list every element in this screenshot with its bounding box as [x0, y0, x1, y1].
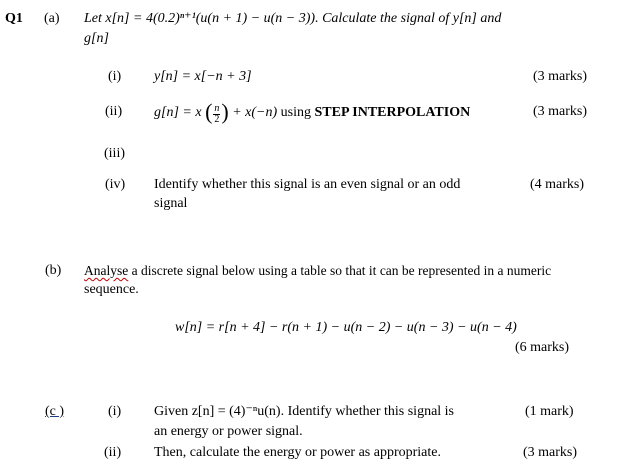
item-ii-expr-pre: g[n] = x [154, 105, 202, 120]
part-a-intro-line1: Let x[n] = 4(0.2)ⁿ⁺¹(u(n + 1) − u(n − 3)). Calculate the signal of y[n] and [84, 11, 502, 26]
part-a-item-ii-label: (ii) [105, 104, 123, 119]
fraction [213, 104, 220, 125]
part-a-intro-line2: g[n] [84, 31, 109, 46]
part-a-item-ii-text [154, 99, 471, 125]
part-a-item-iv-label: (iv) [105, 177, 126, 192]
part-b-label: (b) [45, 263, 62, 278]
part-a-item-iv-marks: (4 marks) [530, 177, 585, 192]
item-ii-method: STEP INTERPOLATION [314, 105, 471, 120]
part-a-item-i-text: y[n] = x[−n + 3] [154, 69, 252, 84]
part-b-text-line1-rest: a discrete signal below using a table so that it can be represented in a numeric [128, 263, 552, 278]
part-c-label: (c ) [45, 404, 65, 419]
part-c-item-ii-text: Then, calculate the energy or power as appropriate. [154, 445, 441, 460]
part-a-item-i-marks: (3 marks) [533, 69, 588, 84]
question-number: Q1 [5, 11, 23, 26]
part-c-item-ii-marks: (3 marks) [523, 445, 578, 460]
part-a-item-iv-text-line2: signal [154, 196, 188, 211]
part-c-item-i-text-line2: an energy or power signal. [154, 424, 303, 439]
part-b-text-line2: sequence. [84, 282, 139, 297]
part-c-item-ii-label: (ii) [104, 445, 122, 460]
part-b-text-line1 [84, 263, 551, 279]
part-b-equation: w[n] = r[n + 4] − r(n + 1) − u(n − 2) − u(n − 3) − u(n − 4) [175, 320, 517, 335]
right-paren: ) [221, 99, 229, 124]
part-a-item-iv-text-line1: Identify whether this signal is an even signal or an odd [154, 177, 461, 192]
part-c-item-i-label: (i) [108, 404, 122, 419]
part-c-item-i-marks: (1 mark) [525, 404, 574, 419]
part-b-marks: (6 marks) [515, 340, 570, 355]
fraction-denominator: 2 [214, 114, 220, 125]
part-a-item-ii-marks: (3 marks) [533, 104, 588, 119]
left-paren: ( [205, 99, 213, 124]
item-ii-using: using [280, 105, 315, 120]
fraction-numerator: n [214, 103, 220, 114]
item-ii-expr-mid: + x(−n) [232, 105, 278, 120]
part-a-item-iii-label: (iii) [104, 146, 125, 161]
spellcheck-word: Analyse [84, 263, 129, 278]
part-c-item-i-text-line1: Given z[n] = (4)⁻ⁿu(n). Identify whether this signal is [154, 404, 455, 419]
part-a-label: (a) [44, 11, 60, 26]
part-a-item-i-label: (i) [108, 69, 122, 84]
